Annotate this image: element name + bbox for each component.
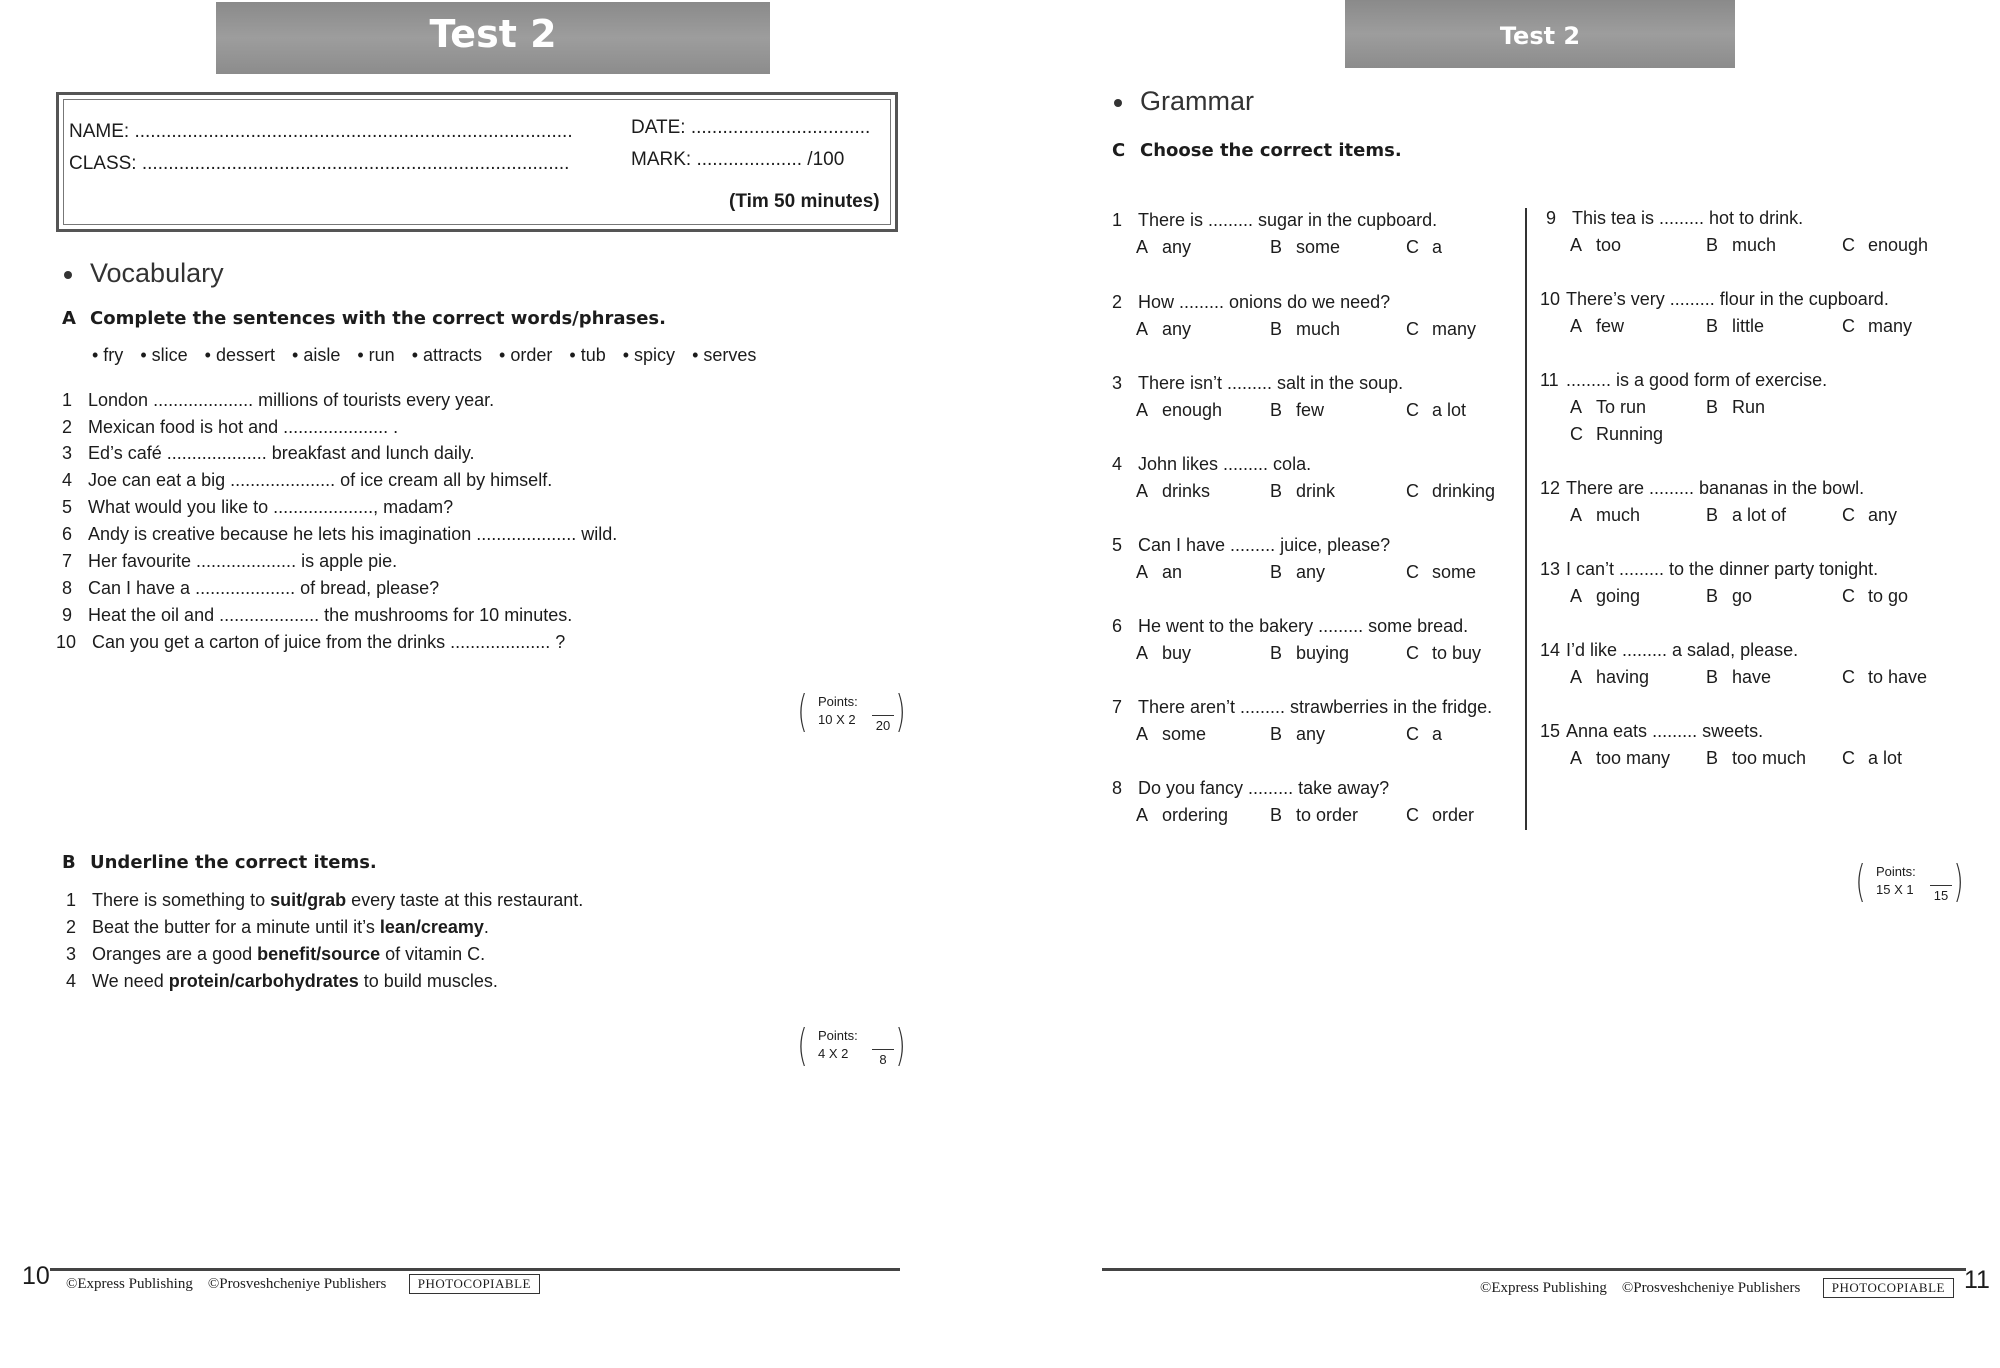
option-a[interactable]: A enough: [1136, 400, 1223, 420]
option-a[interactable]: A ordering: [1136, 805, 1229, 825]
name-field[interactable]: NAME: ...................................................................................: [69, 121, 573, 142]
option-b[interactable]: B go: [1706, 586, 1753, 606]
question-stem: 10 There’s very ......... flour in the cupboard.: [1540, 289, 1889, 309]
option-a[interactable]: A few: [1570, 316, 1625, 336]
option-b[interactable]: B few: [1270, 400, 1325, 420]
part-c-points: ( Points: 15 X 1 15 ): [1855, 856, 1964, 907]
time-limit: (Tim 50 minutes): [729, 191, 880, 212]
question-stem: 11 ......... is a good form of exercise.: [1540, 370, 1828, 390]
option-c[interactable]: C enough: [1842, 235, 1929, 255]
part-a-instruction: A Complete the sentences with the correct words/phrases.: [62, 308, 666, 329]
question-stem: 14 I’d like ......... a salad, please.: [1540, 640, 1799, 660]
bullet-icon: [1114, 99, 1122, 107]
part-b-line: 3 Oranges are a good benefit/source of vitamin C.: [66, 944, 486, 964]
part-c-instruction: C Choose the correct items.: [1112, 140, 1402, 161]
part-a-line: 3 Ed’s café .................... breakfast and lunch daily.: [62, 443, 475, 463]
part-a-line: 10 Can you get a carton of juice from the drinks .................... ?: [56, 632, 566, 652]
option-c[interactable]: C any: [1842, 505, 1898, 525]
part-b-line: 4 We need protein/carbohydrates to build muscles.: [66, 971, 498, 991]
part-b-line: 1 There is something to suit/grab every taste at this restaurant.: [66, 890, 584, 910]
word-bank-item: • serves: [692, 345, 757, 365]
option-b[interactable]: B have: [1706, 667, 1772, 687]
part-a-line: 4 Joe can eat a big ..................... of ice cream all by himself.: [62, 470, 553, 490]
option-b[interactable]: B buying: [1270, 643, 1350, 663]
left-footer: ©Express Publishing ©Prosveshcheniye Publishers PHOTOCOPIABLE: [66, 1274, 540, 1294]
choice-pair[interactable]: protein/carbohydrates: [168, 971, 359, 991]
option-c[interactable]: C some: [1406, 562, 1477, 582]
word-bank-item: • spicy: [622, 345, 676, 365]
right-page-number: 11: [1964, 1266, 1990, 1294]
left-footer-rule: [50, 1268, 900, 1271]
option-a[interactable]: A going: [1570, 586, 1641, 606]
option-a[interactable]: A too many: [1570, 748, 1671, 768]
option-c[interactable]: C to buy: [1406, 643, 1482, 663]
option-a[interactable]: A an: [1136, 562, 1183, 582]
left-page-number: 10: [22, 1262, 50, 1290]
part-a-line: 1 London .................... millions of tourists every year.: [62, 390, 495, 410]
part-b-points: ( Points: 4 X 2 8 ): [797, 1020, 906, 1071]
option-c[interactable]: C many: [1406, 319, 1477, 339]
option-b[interactable]: B some: [1270, 237, 1341, 257]
word-bank-item: • run: [357, 345, 395, 365]
word-bank-item: • order: [499, 345, 553, 365]
choice-pair[interactable]: benefit/source: [257, 944, 381, 964]
option-c[interactable]: C many: [1842, 316, 1913, 336]
option-c[interactable]: C a lot: [1406, 400, 1467, 420]
option-b[interactable]: B to order: [1270, 805, 1359, 825]
option-b[interactable]: B any: [1270, 562, 1326, 582]
option-b[interactable]: B much: [1270, 319, 1341, 339]
option-a[interactable]: A much: [1570, 505, 1641, 525]
part-a-line: 7 Her favourite .................... is apple pie.: [62, 551, 398, 571]
mark-field[interactable]: MARK: .................... /100: [631, 149, 845, 170]
question-stem: 8 Do you fancy ......... take away?: [1112, 778, 1390, 798]
choice-pair[interactable]: lean/creamy: [379, 917, 484, 937]
option-a[interactable]: A drinks: [1136, 481, 1211, 501]
question-stem: 3 There isn’t ......... salt in the soup.: [1112, 373, 1404, 393]
word-bank-item: • fry: [92, 345, 124, 365]
question-stem: 4 John likes ......... cola.: [1112, 454, 1312, 474]
option-c[interactable]: C order: [1406, 805, 1475, 825]
option-c[interactable]: C a lot: [1842, 748, 1903, 768]
choice-pair[interactable]: suit/grab: [270, 890, 347, 910]
right-page-title: Test 2: [1499, 22, 1581, 50]
question-stem: 7 There aren’t ......... strawberries in the fridge.: [1112, 697, 1493, 717]
grammar-heading: Grammar: [1114, 86, 1254, 117]
question-stem: 13 I can’t ......... to the dinner party tonight.: [1540, 559, 1879, 579]
option-c[interactable]: C a: [1406, 237, 1443, 257]
date-field[interactable]: DATE: ..................................: [631, 117, 871, 138]
option-b[interactable]: B any: [1270, 724, 1326, 744]
question-stem: 2 How ......... onions do we need?: [1112, 292, 1391, 312]
word-bank-item: • dessert: [204, 345, 275, 365]
option-a[interactable]: A To run: [1570, 397, 1647, 417]
part-a-line: 2 Mexican food is hot and ..................... .: [62, 417, 399, 437]
question-stem: 1 There is ......... sugar in the cupboard.: [1112, 210, 1438, 230]
option-a[interactable]: A any: [1136, 319, 1192, 339]
question-stem: 15 Anna eats ......... sweets.: [1540, 721, 1764, 741]
question-stem: 12 There are ......... bananas in the bowl.: [1540, 478, 1865, 498]
photocopiable-badge: PHOTOCOPIABLE: [409, 1274, 540, 1294]
option-a[interactable]: A any: [1136, 237, 1192, 257]
option-b[interactable]: B a lot of: [1706, 505, 1787, 525]
left-title-banner: [216, 2, 770, 74]
option-a[interactable]: A buy: [1136, 643, 1192, 663]
option-c[interactable]: C drinking: [1406, 481, 1496, 501]
part-a-line: 8 Can I have a .................... of bread, please?: [62, 578, 440, 598]
option-c[interactable]: C to have: [1842, 667, 1928, 687]
question-stem: 5 Can I have ......... juice, please?: [1112, 535, 1391, 555]
column-divider: [1525, 208, 1527, 830]
option-a[interactable]: A too: [1570, 235, 1622, 255]
part-b-instruction: B Underline the correct items.: [62, 852, 377, 873]
vocabulary-heading: Vocabulary: [64, 258, 224, 289]
part-a-points: ( Points: 10 X 2 20 ): [797, 686, 906, 737]
word-bank: [92, 345, 768, 366]
class-field[interactable]: CLASS: .................................................................................: [69, 153, 570, 174]
photocopiable-badge: PHOTOCOPIABLE: [1823, 1278, 1954, 1298]
bullet-icon: [64, 271, 72, 279]
part-a-line: 5 What would you like to ...................., madam?: [62, 497, 454, 517]
word-bank-item: • aisle: [292, 345, 341, 365]
word-bank-item: • attracts: [411, 345, 483, 365]
question-stem: 9 This tea is ......... hot to drink.: [1546, 208, 1804, 228]
option-c[interactable]: C to go: [1842, 586, 1909, 606]
left-page-title: Test 2: [429, 12, 557, 56]
option-b[interactable]: B Run: [1706, 397, 1766, 417]
word-bank-item: • tub: [569, 345, 606, 365]
option-b[interactable]: B little: [1706, 316, 1765, 336]
option-b[interactable]: B much: [1706, 235, 1777, 255]
word-bank-item: • slice: [140, 345, 188, 365]
student-info-box: [56, 92, 898, 232]
option-b[interactable]: B too much: [1706, 748, 1807, 768]
part-b-line: 2 Beat the butter for a minute until it’s lean/creamy.: [66, 917, 489, 937]
right-footer-rule: [1102, 1268, 1966, 1271]
option-c[interactable]: C a: [1406, 724, 1443, 744]
right-title-banner: [1345, 0, 1735, 68]
right-footer: ©Express Publishing ©Prosveshcheniye Publishers PHOTOCOPIABLE: [1480, 1278, 1954, 1298]
part-a-line: 9 Heat the oil and .................... the mushrooms for 10 minutes.: [62, 605, 573, 625]
option-a[interactable]: A having: [1570, 667, 1650, 687]
option-c[interactable]: C Running: [1570, 424, 1664, 444]
part-a-line: 6 Andy is creative because he lets his imagination .................... wild.: [62, 524, 618, 544]
question-stem: 6 He went to the bakery ......... some bread.: [1112, 616, 1469, 636]
option-b[interactable]: B drink: [1270, 481, 1336, 501]
option-a[interactable]: A some: [1136, 724, 1207, 744]
